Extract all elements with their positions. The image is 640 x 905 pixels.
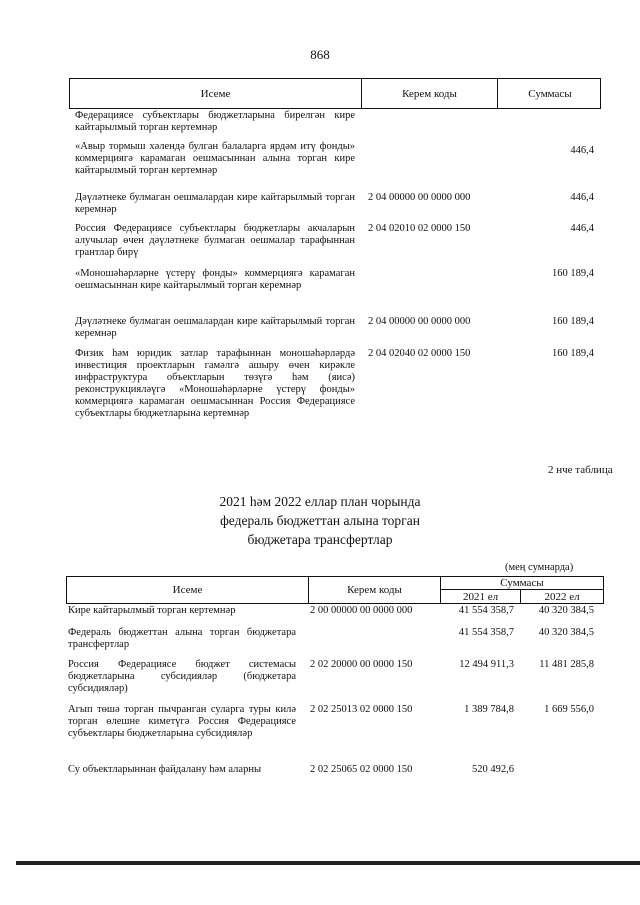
table2-title [0, 492, 640, 549]
table2-row-code: 2 02 20000 00 0000 150 [310, 659, 413, 670]
table2-header-2021: 2021 ел [441, 590, 521, 603]
table2-row-code: 2 02 25065 02 0000 150 [310, 764, 413, 775]
table1-row-sum: 160 189,4 [552, 268, 594, 279]
table1-row-sum: 446,4 [570, 223, 594, 234]
table2-caption: 2 нче таблица [548, 464, 613, 476]
table2-row-name: Су объектларыннан файдалану һәм аларны [68, 764, 262, 775]
table1-row-sum: 446,4 [570, 145, 594, 156]
table1-row-code: 2 04 02040 02 0000 150 [368, 348, 471, 359]
table2-header-code: Керем коды [309, 577, 441, 603]
table1-row-sum: 446,4 [570, 192, 594, 203]
table1-header-code: Керем коды [362, 79, 498, 108]
table1-row-sum: 160 189,4 [552, 348, 594, 359]
table2-header-sum: Суммасы [441, 577, 603, 590]
units-label: (мең сумнарда) [505, 562, 574, 573]
scan-edge-bar [16, 861, 640, 865]
table1-row-name: Федерациясе субъектлары бюджетларына бирелгән кире кайтарылмый торган кертемнәр [75, 110, 355, 133]
table1-header-sum: Суммасы [528, 87, 572, 100]
table2-title-line: бюджетара трансфертлар [247, 532, 393, 547]
table1-header-name: Исеме [70, 79, 362, 108]
table2-row-2021: 520 492,6 [472, 764, 514, 775]
table1-header [69, 78, 601, 109]
table2-row-2021: 41 554 358,7 [458, 605, 514, 616]
table2-row-name: Россия Федерациясе бюджет системасы бюджетларына субсидияләр (бюджетара субсидияләр) [68, 659, 296, 694]
table2-row-name: Кире кайтарылмый торган кертемнәр [68, 605, 236, 616]
table2-row-2022: 11 481 285,8 [539, 659, 594, 670]
table2-title-line: федераль бюджеттан алына торган [220, 513, 420, 528]
table1-row-code: 2 04 02010 02 0000 150 [368, 223, 471, 234]
table2-row-2022: 1 669 556,0 [544, 704, 594, 715]
table2-row-name: Агып төшә торган пычранган суларга туры килә торган өлешне киметүгә Россия Федерациясе субъектлары бюджетларына субсидияләр [68, 704, 296, 739]
table1-row-code: 2 04 00000 00 0000 000 [368, 192, 471, 203]
table1-row-name: Россия Федерациясе субъектлары бюджетлары акчаларын алучылар өчен дәүләтнеке булмаган оешмалар тарафыннан грантлар бирү [75, 223, 355, 258]
table2-row-2022: 40 320 384,5 [538, 627, 594, 638]
table1-row-name: Дәүләтнеке булмаган оешмалардан кире кайтарылмый торган керемнәр [75, 316, 355, 339]
table2-row-2022: 40 320 384,5 [538, 605, 594, 616]
table1-row-name: «Моношәһәрләрне үстерү фонды» коммерциягә карамаган оешмасыннан кире кайтарылмый торган керемнәр [75, 268, 355, 291]
table2-header [66, 576, 604, 604]
table2-row-2021: 12 494 911,3 [459, 659, 514, 670]
table2-row-code: 2 00 00000 00 0000 000 [310, 605, 413, 616]
table2-row-code: 2 02 25013 02 0000 150 [310, 704, 413, 715]
table2-row-2021: 41 554 358,7 [458, 627, 514, 638]
table2-header-name: Исеме [67, 577, 309, 603]
table1-row-name: Дәүләтнеке булмаган оешмалардан кире кайтарылмый торган керемнәр [75, 192, 355, 215]
table2-row-2021: 1 389 784,8 [464, 704, 514, 715]
table2-row-name: Федераль бюджеттан алына торган бюджетара трансфертлар [68, 627, 296, 650]
table2-title-line: 2021 һәм 2022 еллар план чорында [219, 494, 421, 509]
table1-row-code: 2 04 00000 00 0000 000 [368, 316, 471, 327]
table2-header-2022: 2022 ел [544, 590, 580, 603]
page-number: 868 [310, 47, 330, 62]
table1-row-name: «Авыр тормыш хәлендә булган балаларга ярдәм итү фонды» коммерциягә карамаган оешмасыннан алына торган кире кайтарылмый торган кертемнәр [75, 141, 355, 176]
table1-row-sum: 160 189,4 [552, 316, 594, 327]
table1-row-name: Физик һәм юридик затлар тарафыннан моношәһәрләрдә инвестиция проектларын гамәлгә ашыру өчен кирәкле инфраструктура объектларын төзүгә һәм (яисә) реконструкцияләүгә «Моношәһәрләрне үстерү фонды» коммерциягә карамаган оешмасыннан Россия Федерациясе субъектлары бюджетларына кертемнәр [75, 348, 355, 419]
